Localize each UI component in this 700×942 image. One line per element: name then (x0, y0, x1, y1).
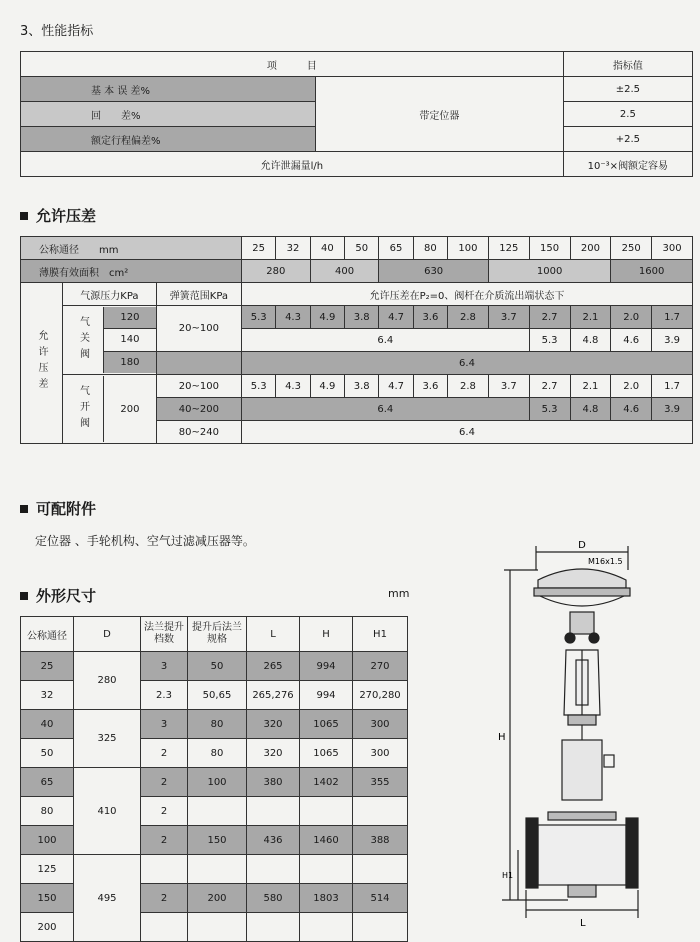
dn-cell: 40 (21, 710, 74, 739)
l-cell (247, 855, 300, 884)
dn-cell: 125 (21, 855, 74, 884)
spec-cell: 150 (188, 826, 247, 855)
actuator-flange (534, 588, 630, 596)
pressure-180: 180 (104, 352, 156, 373)
hdr-l: L (247, 617, 300, 652)
leakage-value: 10⁻³×阀额定容易 (563, 152, 692, 177)
dn-cell: 100 (448, 237, 489, 260)
dn-cell: 65 (379, 237, 413, 260)
spring-range-20-100-open: 20~100 (156, 375, 241, 398)
spring-range-empty (156, 352, 241, 375)
bonnet (562, 740, 602, 800)
value-cell: 3.9 (652, 398, 693, 421)
stroke-deviation-value: +2.5 (563, 127, 692, 152)
h1-cell: 270,280 (353, 681, 408, 710)
value-cell: 5.3 (529, 329, 570, 352)
stroke-deviation-label: 额定行程偏差% (21, 127, 316, 152)
note-text: 允许压差在P₂=0、阀杆在介质流出端状态下 (242, 283, 693, 306)
l-label: L (580, 918, 586, 929)
header-item: 项 目 (21, 52, 564, 77)
hdr-spec: 提升后法兰规格 (188, 617, 247, 652)
allowed-pressure-side: 允许压差 (21, 283, 63, 444)
positioner-label: 带定位器 (316, 77, 564, 152)
dimensions-table (20, 616, 408, 942)
lift-cell: 2 (141, 797, 188, 826)
area-cell: 400 (310, 260, 379, 283)
area-label: 薄膜有效面积 cm² (21, 260, 242, 283)
value-cell: 4.7 (379, 306, 413, 329)
value-cell: 4.6 (611, 329, 652, 352)
h1-cell: 300 (353, 710, 408, 739)
knob-right (589, 633, 599, 643)
value-cell: 3.7 (488, 306, 529, 329)
lift-cell: 2 (141, 826, 188, 855)
value-cell: 4.8 (570, 329, 611, 352)
value-cell: 2.7 (529, 375, 570, 398)
h1-cell: 514 (353, 884, 408, 913)
basic-error-value: ±2.5 (563, 77, 692, 102)
lift-cell: 3 (141, 652, 188, 681)
value-cell: 3.9 (652, 329, 693, 352)
spec-cell: 100 (188, 768, 247, 797)
spec-cell (188, 913, 247, 942)
dimensions-unit: mm (388, 587, 410, 600)
bullet-square-icon (20, 505, 28, 513)
value-span: 6.4 (242, 352, 693, 375)
spec-cell: 50,65 (188, 681, 247, 710)
leakage-label: 允许泄漏量l/h (21, 152, 564, 177)
dn-cell: 65 (21, 768, 74, 797)
area-cell: 1000 (488, 260, 610, 283)
spring-range-40-200: 40~200 (156, 398, 241, 421)
body-bottom (568, 885, 596, 897)
spring-range-80-240: 80~240 (156, 421, 241, 444)
flange-right (626, 818, 638, 888)
value-cell: 3.6 (413, 375, 447, 398)
dn-cell: 50 (21, 739, 74, 768)
valve-body (538, 825, 626, 885)
hysteresis-value: 2.5 (563, 102, 692, 127)
h-label: H (498, 732, 506, 743)
h-cell (300, 913, 353, 942)
flange-left (526, 818, 538, 888)
l-cell: 265 (247, 652, 300, 681)
l-cell: 580 (247, 884, 300, 913)
spec-cell (188, 797, 247, 826)
h1-label: H1 (502, 871, 514, 880)
hdr-h: H (300, 617, 353, 652)
value-span: 6.4 (242, 398, 530, 421)
value-cell: 4.3 (276, 375, 310, 398)
d-280: 280 (74, 652, 141, 710)
h-cell: 1803 (300, 884, 353, 913)
section-dimensions-title: 外形尺寸 (20, 585, 96, 606)
l-cell: 320 (247, 739, 300, 768)
dn-cell: 50 (345, 237, 379, 260)
actuator-lower (540, 596, 624, 606)
lift-cell: 2 (141, 768, 188, 797)
spec-cell: 50 (188, 652, 247, 681)
pressure-table (20, 236, 693, 444)
bonnet-flange (568, 715, 596, 725)
value-cell: 3.7 (488, 375, 529, 398)
dn-cell: 80 (413, 237, 447, 260)
pressure-120: 120 (104, 307, 156, 329)
value-cell: 2.1 (570, 375, 611, 398)
spring-range-20-100: 20~100 (156, 306, 241, 352)
d-410: 410 (74, 768, 141, 855)
yoke-top (570, 612, 594, 634)
value-cell: 2.7 (529, 306, 570, 329)
air-closed-group (63, 306, 157, 375)
d-label: D (578, 540, 586, 551)
spec-cell: 80 (188, 739, 247, 768)
spec-cell: 200 (188, 884, 247, 913)
h-cell (300, 797, 353, 826)
dn-cell: 32 (276, 237, 310, 260)
value-cell: 3.8 (345, 375, 379, 398)
actuator-cover (538, 569, 626, 588)
lift-cell: 2 (141, 739, 188, 768)
dn-cell: 150 (21, 884, 74, 913)
value-cell: 3.6 (413, 306, 447, 329)
air-open-label: 气开阀 (63, 376, 104, 442)
value-cell: 4.8 (570, 398, 611, 421)
h-cell: 994 (300, 681, 353, 710)
h1-cell: 270 (353, 652, 408, 681)
value-cell: 2.0 (611, 375, 652, 398)
h1-cell (353, 913, 408, 942)
lift-cell: 2.3 (141, 681, 188, 710)
h1-cell (353, 855, 408, 884)
h1-cell: 355 (353, 768, 408, 797)
hdr-dn: 公称通径 (21, 617, 74, 652)
lift-cell (141, 913, 188, 942)
value-cell: 4.7 (379, 375, 413, 398)
dn-cell: 125 (488, 237, 529, 260)
bullet-square-icon (20, 592, 28, 600)
h-cell: 1065 (300, 710, 353, 739)
value-cell: 4.9 (310, 306, 344, 329)
l-cell (247, 797, 300, 826)
value-cell: 1.7 (652, 306, 693, 329)
h1-cell: 388 (353, 826, 408, 855)
air-open-group (63, 375, 157, 444)
dn-cell: 300 (652, 237, 693, 260)
lift-cell (141, 855, 188, 884)
dn-cell: 150 (529, 237, 570, 260)
dn-cell: 40 (310, 237, 344, 260)
h-cell (300, 855, 353, 884)
value-cell: 3.8 (345, 306, 379, 329)
value-cell: 4.9 (310, 375, 344, 398)
h1-cell: 300 (353, 739, 408, 768)
spring-range-label: 弹簧范围KPa (156, 283, 241, 306)
dn-cell: 25 (242, 237, 276, 260)
value-cell: 4.3 (276, 306, 310, 329)
section-pressure-title: 允许压差 (20, 205, 96, 226)
hdr-lift: 法兰提升档数 (141, 617, 188, 652)
hysteresis-label: 回 差% (21, 102, 316, 127)
spec-cell (188, 855, 247, 884)
air-source-label: 气源压力KPa (63, 283, 157, 306)
h1-cell (353, 797, 408, 826)
basic-error-label: 基 本 误 差% (21, 77, 316, 102)
d-325: 325 (74, 710, 141, 768)
area-cell: 1600 (611, 260, 693, 283)
l-cell: 320 (247, 710, 300, 739)
h-cell: 1460 (300, 826, 353, 855)
dn-cell: 25 (21, 652, 74, 681)
value-cell: 4.6 (611, 398, 652, 421)
value-cell: 5.3 (242, 306, 276, 329)
value-cell: 2.0 (611, 306, 652, 329)
value-span: 6.4 (242, 421, 693, 444)
value-cell: 1.7 (652, 375, 693, 398)
value-span: 6.4 (242, 329, 530, 352)
hdr-h1: H1 (353, 617, 408, 652)
side-plug (604, 755, 614, 767)
h-cell: 1402 (300, 768, 353, 797)
dn-cell: 200 (570, 237, 611, 260)
section-accessories-title: 可配附件 (20, 498, 96, 519)
accessories-text: 定位器 、手轮机构、空气过滤减压器等。 (35, 534, 255, 548)
value-cell: 5.3 (242, 375, 276, 398)
l-cell: 436 (247, 826, 300, 855)
dn-cell: 32 (21, 681, 74, 710)
header-value: 指标值 (563, 52, 692, 77)
area-cell: 630 (379, 260, 489, 283)
air-closed-label: 气关阀 (63, 307, 104, 373)
dn-cell: 200 (21, 913, 74, 942)
dn-cell: 100 (21, 826, 74, 855)
bullet-square-icon (20, 212, 28, 220)
dn-cell: 80 (21, 797, 74, 826)
value-cell: 2.8 (448, 375, 489, 398)
l-cell (247, 913, 300, 942)
value-cell: 2.1 (570, 306, 611, 329)
hdr-d: D (74, 617, 141, 652)
dn-label: 公称通径 mm (21, 237, 242, 260)
pressure-140: 140 (104, 329, 156, 351)
l-cell: 265,276 (247, 681, 300, 710)
value-cell: 5.3 (529, 398, 570, 421)
lift-cell: 3 (141, 710, 188, 739)
d-495: 495 (74, 855, 141, 942)
h-cell: 994 (300, 652, 353, 681)
h-cell: 1065 (300, 739, 353, 768)
pressure-200: 200 (120, 403, 140, 415)
knob-left (565, 633, 575, 643)
dn-cell: 250 (611, 237, 652, 260)
valve-dimension-drawing (488, 540, 693, 930)
spec-cell: 80 (188, 710, 247, 739)
section-performance-title: 3、性能指标 (20, 24, 94, 39)
value-cell: 2.8 (448, 306, 489, 329)
l-cell: 380 (247, 768, 300, 797)
performance-table (20, 51, 693, 177)
lift-cell: 2 (141, 884, 188, 913)
body-top-flange (548, 812, 616, 820)
thread-label: M16x1.5 (588, 557, 623, 566)
area-cell: 280 (242, 260, 311, 283)
